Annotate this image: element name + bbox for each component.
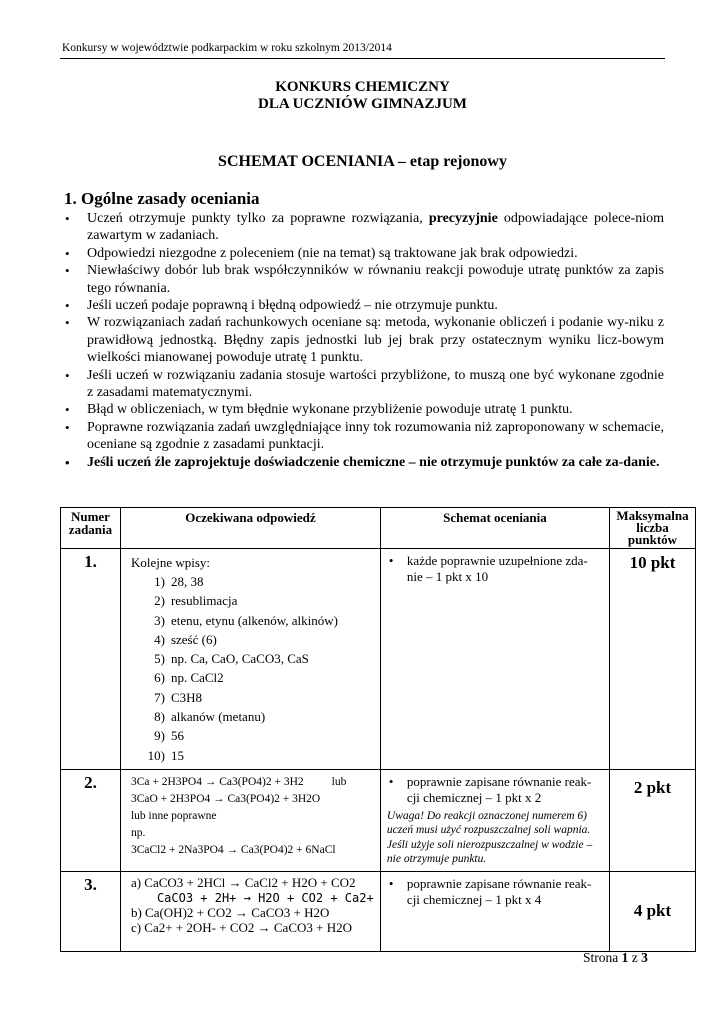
rule-item: • Uczeń otrzymuje punkty tylko za poprawne rozwiązania, precyzyjnie odpowiadające polece-niom zawartym w zadaniach. <box>65 211 664 244</box>
max-points: 4 pkt <box>610 871 696 951</box>
list-item: 10) 15 <box>147 747 184 763</box>
rule-item: • Jeśli uczeń źle zaprojektuje doświadczenie chemiczne – nie otrzymuje punktów za całe za-danie. <box>65 454 660 470</box>
scoring-table <box>60 507 696 952</box>
list-item: 6) np. CaCl2 <box>154 670 224 686</box>
list-item: 1) 28, 38 <box>154 574 204 589</box>
equation: a) CaCO3 + 2HCl → CaCl2 + H2O + CO2 <box>130 874 356 890</box>
equation: 3Ca + 2H3PO4 → Ca3(PO4)2 + 3H2 <box>130 775 304 788</box>
bullet-icon: • <box>65 419 70 435</box>
note: Uwaga! Do reakcji oznaczonej numerem 6) uczeń musi użyć rozpuszczalnej soli wapnia. Jeśli użyje soli nierozpuszczalnej w wodzie – nie otrzymuje punktu. <box>386 809 593 866</box>
bullet-icon: • <box>65 454 70 470</box>
column-header-scheme: Schemat oceniania <box>380 508 609 549</box>
max-points: 10 pkt <box>610 549 696 770</box>
section-heading: 1. Ogólne zasady oceniania <box>64 189 260 208</box>
rule-item: • Odpowiedzi niezgodne z poleceniem (nie na temat) są traktowane jak brak odpowiedzi. <box>65 245 578 261</box>
bullet-icon: • <box>65 245 70 261</box>
task-number: 2. <box>61 769 121 871</box>
list-item: 7) C3H8 <box>154 689 202 705</box>
list-item: 4) sześć (6) <box>154 631 217 647</box>
list-item: 9) 56 <box>154 728 184 744</box>
bullet-icon: • <box>388 875 394 891</box>
bullet-icon: • <box>65 402 70 418</box>
task-number: 3. <box>61 871 121 951</box>
bullet-icon: • <box>65 211 70 226</box>
column-header-expected: Oczekiwana odpowiedź <box>120 508 380 549</box>
rule-item: • Niewłaściwy dobór lub brak współczynników w równaniu reakcji powoduje utratę punktów za zapis tego równania. <box>65 263 664 296</box>
scoring-scheme: • poprawnie zapisane równanie reak-cji chemicznej – 1 pkt x 4 <box>380 871 609 951</box>
expected-answer <box>120 871 380 951</box>
list-item: 3) etenu, etynu (alkenów, alkinów) <box>154 612 338 628</box>
rule-item: • Poprawne rozwiązania zadań uwzględniające inny tok rozumowania niż zaproponowany w schemacie, oceniane są zgodnie z zasadami punktacji. <box>65 419 664 453</box>
rules-list <box>64 210 664 471</box>
bullet-icon: • <box>388 553 394 568</box>
equation: c) Ca2+ + 2OH- + CO2 → CaCO3 + H2O <box>130 919 352 935</box>
equation: b) Ca(OH)2 + CO2 → CaCO3 + H2O <box>130 905 330 921</box>
rule-item: • Jeśli uczeń podaje poprawną i błędną odpowiedź – nie otrzymuje punktu. <box>65 298 498 314</box>
scoring-scheme: • poprawnie zapisane równanie reak-cji chemicznej – 1 pkt x 2 Uwaga! Do reakcji oznaczonej numerem 6) uczeń musi użyć rozpuszczalnej soli wapnia. Jeśli użyje soli nierozpuszczalnej w wodzie – nie otrzymuje punktu. <box>380 769 609 871</box>
contest-subtitle: DLA UCZNIÓW GIMNAZJUM <box>258 96 467 112</box>
equation: 3CaCl2 + 2Na3PO4 → Ca3(PO4)2 + 6NaCl <box>130 843 336 856</box>
rule-item: • Błąd w obliczeniach, w tym błędnie wykonane przybliżenie powoduje utratę 1 punktu. <box>65 402 573 418</box>
list-item: 8) alkanów (metanu) <box>154 709 266 725</box>
running-header: Konkursy w województwie podkarpackim w roku szkolnym 2013/2014 <box>62 42 392 54</box>
table-row <box>61 871 696 951</box>
bullet-icon: • <box>65 367 70 383</box>
list-item: 5) np. Ca, CaO, CaCO3, CaS <box>154 651 309 667</box>
expected-answer: 3Ca + 2H3PO4 → Ca3(PO4)2 + 3H2 lub 3CaO + 2H3PO4 → Ca3(PO4)2 + 3H2O lub inne poprawne np. 3CaCl2 + 2Na3PO4 → Ca3(PO4)2 + 6NaCl <box>120 769 380 871</box>
equation: 3CaO + 2H3PO4 → Ca3(PO4)2 + 3H2O <box>130 792 321 805</box>
table-row <box>61 769 696 871</box>
rule-item: • W rozwiązaniach zadań rachunkowych oceniane są: metoda, wykonanie obliczeń i podanie wy-niku z prawidłową jednostką. Błędny zapis jednostki lub jej brak przy ostatecznym wyniku licz-bowym wielkości mianowanej powoduje utratę 1 punktu. <box>65 315 664 366</box>
rule-item: • Jeśli uczeń w rozwiązaniu zadania stosuje wartości przybliżone, to muszą one być wykonane zgodnie z zasadami matematycznymi. <box>65 367 664 401</box>
bullet-icon: • <box>65 298 70 314</box>
table-row <box>61 549 696 770</box>
equation-ionic: CaCO3 + 2H+ → H2O + CO2 + Ca2+ <box>156 891 374 906</box>
table-header-row <box>61 508 696 549</box>
column-header-max: Maksymalna liczba punktów <box>610 508 696 549</box>
column-header-number: Numer zadania <box>61 508 121 549</box>
task-number: 1. <box>61 549 121 770</box>
scoring-scheme: • każde poprawnie uzupełnione zda-nie – 1 pkt x 10 <box>380 549 609 770</box>
page-number: Strona 1 z 3 <box>583 950 648 965</box>
header-divider <box>60 58 665 59</box>
expected-answer: Kolejne wpisy: 1) 28, 38 2) resublimacja 3) etenu, etynu (alkenów, alkinów) 4) sześć (6) 5) np. Ca, CaO, CaCO3, CaS 6) np. CaCl2 7) C3H8 8) alkanów (metanu) 9) 56 10) 15 <box>120 549 380 770</box>
max-points: 2 pkt <box>610 769 696 871</box>
answers-list <box>131 572 374 765</box>
contest-title: KONKURS CHEMICZNY <box>275 79 450 95</box>
bullet-icon: • <box>65 315 70 331</box>
list-item: 2) resublimacja <box>154 593 238 609</box>
bullet-icon: • <box>65 263 70 279</box>
bullet-icon: • <box>388 773 394 789</box>
document-title: SCHEMAT OCENIANIA – etap rejonowy <box>218 153 507 170</box>
